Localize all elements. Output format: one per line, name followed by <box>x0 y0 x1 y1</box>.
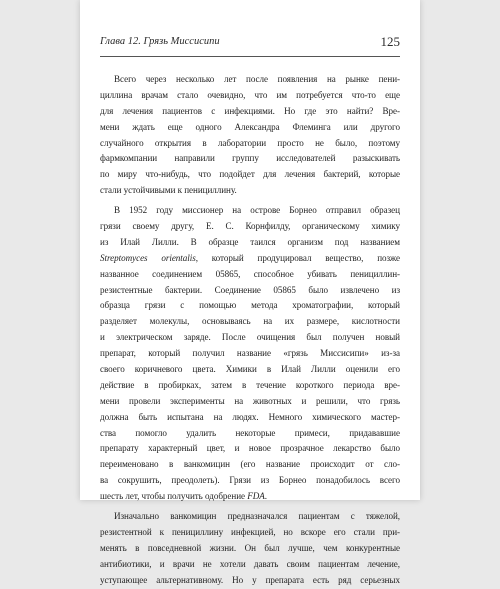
text-line: Изначально ванкомицин предназначался пациентам с тяжелой, <box>114 511 400 522</box>
text-line: уступающее альтернативному. Но у препарата есть ряд серьезных <box>100 574 400 585</box>
paragraph <box>100 72 400 199</box>
text-line: мени провели эксперименты на животных и решили, что грязь <box>100 395 400 406</box>
text-line: своего коричневого цвета. Химики в Илай Лилли оценили его <box>100 364 400 375</box>
chapter-title: Глава 12. Грязь Миссисипи <box>100 36 220 47</box>
header-rule <box>100 56 400 57</box>
text-line: для лечения пациентов с инфекциями. Но где это найти? Вре- <box>100 105 400 116</box>
running-header <box>100 36 400 52</box>
text-line: по миру что-нибудь, что подойдет для лечения бактерий, которые <box>100 169 400 180</box>
text-line: шесть лет, чтобы получить одобрение FDA. <box>100 491 267 502</box>
text-line: из Илай Лилли. В образце таился организм под названием <box>100 236 400 247</box>
paragraph <box>100 509 400 588</box>
text-line: резистентной к пенициллину инфекцией, но вскоре его стали при- <box>100 526 400 537</box>
text-line: фармкомпании направили группу исследователей разыскивать <box>100 153 400 164</box>
paragraph <box>100 203 400 505</box>
text-line: ства помогло удалить некоторые примеси, придававшие <box>100 427 400 438</box>
text-line: и электрическом заряде. После очищения был получен новый <box>100 332 400 343</box>
text-line: препарат, который получил название «грязь Миссисипи» из-за <box>100 348 400 359</box>
text-line: переименовано в ванкомицин (его название происходит от сло- <box>100 459 400 470</box>
text-line: образца грязи с помощью метода хроматографии, который <box>100 300 400 311</box>
text-line: ва сокрушить, преодолеть). Грязи из Борнео понадобилось всего <box>100 475 400 486</box>
text-line: мени ждать еще одного Александра Флеминга или другого <box>100 121 400 132</box>
text-line: препарату характерный цвет, и новое прозрачное лекарство было <box>100 443 400 454</box>
text-line: менять в повседневной жизни. Он был лучше, чем конкурентные <box>100 542 400 553</box>
text-line: названное соединением 05865, способное убивать пенициллин- <box>100 268 400 279</box>
text-line: стали устойчивыми к пенициллину. <box>100 185 237 196</box>
text-line: разделяет молекулы, основываясь на их размере, кислотности <box>100 316 400 327</box>
text-line: В 1952 году миссионер на острове Борнео отправил образец <box>114 205 400 216</box>
text-line: циллина врачам стало очевидно, что им потребуется что-то еще <box>100 89 400 100</box>
text-line: действие в пробирках, затем в течение короткого периода вре- <box>100 379 400 390</box>
text-line: случайного открытия в лаборатории просто не было, поэтому <box>100 137 400 148</box>
book-page <box>80 0 420 585</box>
text-line: резистентные бактерии. Соединение 05865 было извлечено из <box>100 284 400 295</box>
text-line: должна быть испытана на людях. Немного химического мастер- <box>100 411 400 422</box>
text-line: Streptomyces orientalis, который продуцировал вещество, позже <box>100 252 400 263</box>
page-number: 125 <box>380 34 400 49</box>
text-line: грязи своему другу, Е. С. Корнфилду, органическому химику <box>100 221 400 232</box>
body-text <box>100 72 400 589</box>
text-line: Всего через несколько лет после появления на рынке пени- <box>114 74 400 84</box>
text-line: антибиотики, и врачи не хотели давать своим пациентам лечение, <box>100 558 400 569</box>
